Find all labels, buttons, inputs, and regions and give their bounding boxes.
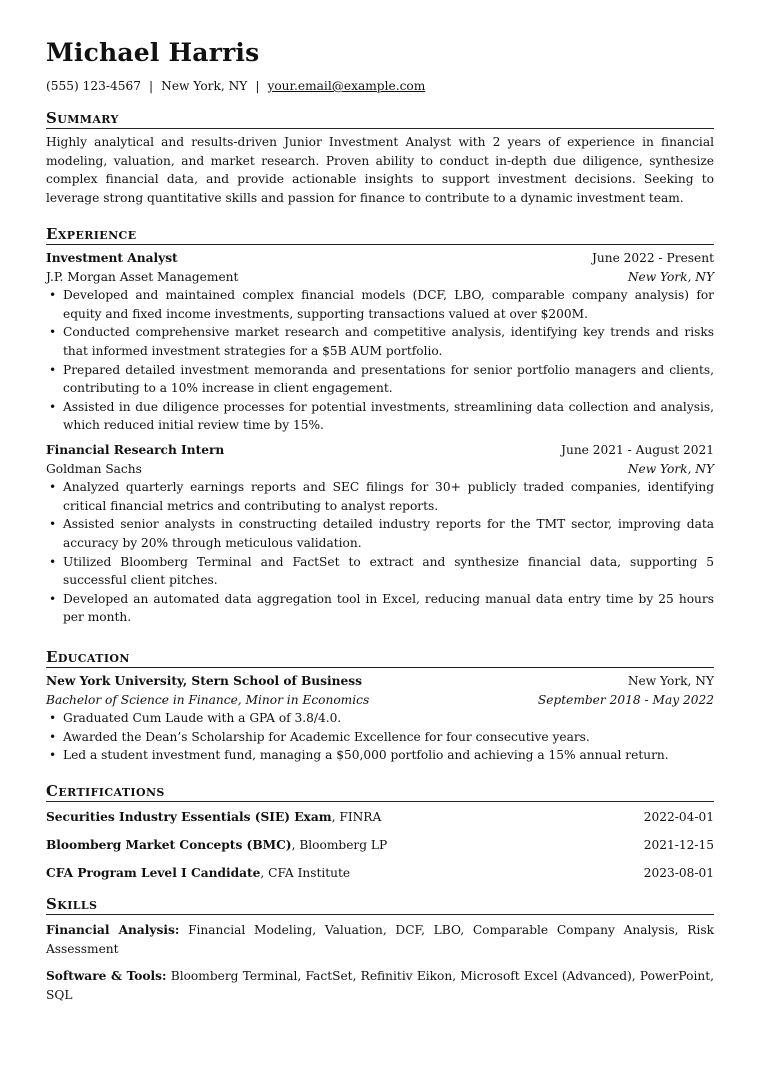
certification-issuer: , Bloomberg LP [291, 838, 388, 852]
certification-name: CFA Program Level I Candidate [46, 866, 261, 880]
skill-label: Financial Analysis: [46, 923, 180, 937]
job-company: Goldman Sachs [46, 461, 142, 476]
job-bullets [46, 478, 714, 627]
certification-item [46, 864, 714, 892]
job-dates: June 2022 - Present [591, 251, 714, 265]
phone-number: (555) 123-4567 [46, 79, 142, 93]
school-name: New York University, Stern School of Business [46, 674, 362, 688]
list-item: • Led a student investment fund, managing a $50,000 portfolio and achieving a 15% annual return. [63, 746, 714, 765]
summary-text: Highly analytical and results-driven Junior Investment Analyst with 2 years of experience in financial modeling, valuation, and market research. Proven ability to conduct in-depth due diligence, synthesize complex financial data, and provide actionable insights to support investment decisions. Seeking to leverage strong quantitative skills and passion for finance to contribute to a dynamic investment team. [46, 135, 714, 205]
certification-date: 2023-08-01 [643, 866, 714, 880]
contact-separator: | [149, 79, 154, 93]
skill-text: Bloomberg Terminal, FactSet, Refinitiv Eikon, Microsoft Excel (Advanced), PowerPoint, SQL [46, 969, 714, 1002]
school-location: New York, NY [627, 674, 714, 688]
job-location: New York, NY [627, 269, 714, 284]
certification-date: 2022-04-01 [643, 810, 714, 824]
list-item: • Conducted comprehensive market research and competitive analysis, identifying key trends and risks that informed investment strategies for a $5B AUM portfolio. [63, 323, 714, 360]
certifications-heading: Certifications [46, 781, 714, 802]
summary-section [46, 108, 714, 207]
skill-label: Software & Tools: [46, 969, 167, 984]
job-entry [46, 441, 714, 627]
skills-heading: Skills [46, 894, 714, 915]
education-dates: September 2018 - May 2022 [537, 692, 714, 707]
skill-group [46, 967, 714, 1004]
certification-name: Securities Industry Essentials (SIE) Exam [46, 810, 332, 824]
contact-line [46, 77, 425, 96]
list-item: • Developed and maintained complex financial models (DCF, LBO, comparable company analysis) for equity and fixed income investments, supporting transactions valued at over $200M. [63, 286, 714, 323]
job-bullets [46, 286, 714, 435]
summary-heading: Summary [46, 108, 714, 129]
experience-section [46, 224, 714, 633]
skills-section [46, 894, 714, 1013]
list-item: • Prepared detailed investment memoranda and presentations for senior portfolio managers and clients, contributing to a 10% increase in client engagement. [63, 361, 714, 398]
skill-text: Financial Modeling, Valuation, DCF, LBO, Comparable Company Analysis, Risk Assessment [46, 923, 714, 956]
education-bullets [46, 709, 714, 765]
list-item: • Assisted in due diligence processes for potential investments, streamlining data collection and analysis, which reduced initial review time by 15%. [63, 398, 714, 435]
list-item: • Graduated Cum Laude with a GPA of 3.8/4.0. [63, 709, 714, 728]
job-dates: June 2021 - August 2021 [561, 442, 714, 457]
candidate-name: Michael Harris [46, 38, 260, 67]
certification-issuer: , CFA Institute [260, 866, 351, 880]
job-title: Investment Analyst [46, 251, 178, 265]
certification-name: Bloomberg Market Concepts (BMC) [46, 838, 292, 852]
list-item: • Analyzed quarterly earnings reports and SEC filings for 30+ publicly traded companies, identifying critical financial metrics and contributing to analyst reports. [63, 478, 714, 515]
list-item: • Utilized Bloomberg Terminal and FactSet to extract and synthesize financial data, supporting 5 successful client pitches. [63, 553, 714, 590]
skill-group [46, 921, 714, 958]
location: New York, NY [161, 79, 248, 93]
list-item: • Awarded the Dean’s Scholarship for Academic Excellence for four consecutive years. [63, 728, 714, 747]
job-location: New York, NY [627, 461, 714, 476]
certification-issuer: , FINRA [331, 810, 382, 824]
education-section [46, 647, 714, 765]
certification-item [46, 836, 714, 864]
certification-item [46, 808, 714, 836]
job-title: Financial Research Intern [46, 442, 225, 457]
contact-separator: | [255, 79, 260, 93]
list-item: • Assisted senior analysts in constructing detailed industry reports for the TMT sector, improving data accuracy by 20% through meticulous validation. [63, 515, 714, 552]
certification-date: 2021-12-15 [643, 838, 714, 852]
degree: Bachelor of Science in Finance, Minor in Economics [46, 692, 370, 707]
email-link[interactable]: your.email@example.com [267, 79, 426, 93]
list-item: • Developed an automated data aggregation tool in Excel, reducing manual data entry time by 25 hours per month. [63, 590, 714, 627]
certifications-section [46, 781, 714, 892]
experience-heading: Experience [46, 224, 714, 245]
education-heading: Education [46, 647, 714, 668]
job-entry [46, 249, 714, 435]
job-company: J.P. Morgan Asset Management [46, 269, 239, 284]
